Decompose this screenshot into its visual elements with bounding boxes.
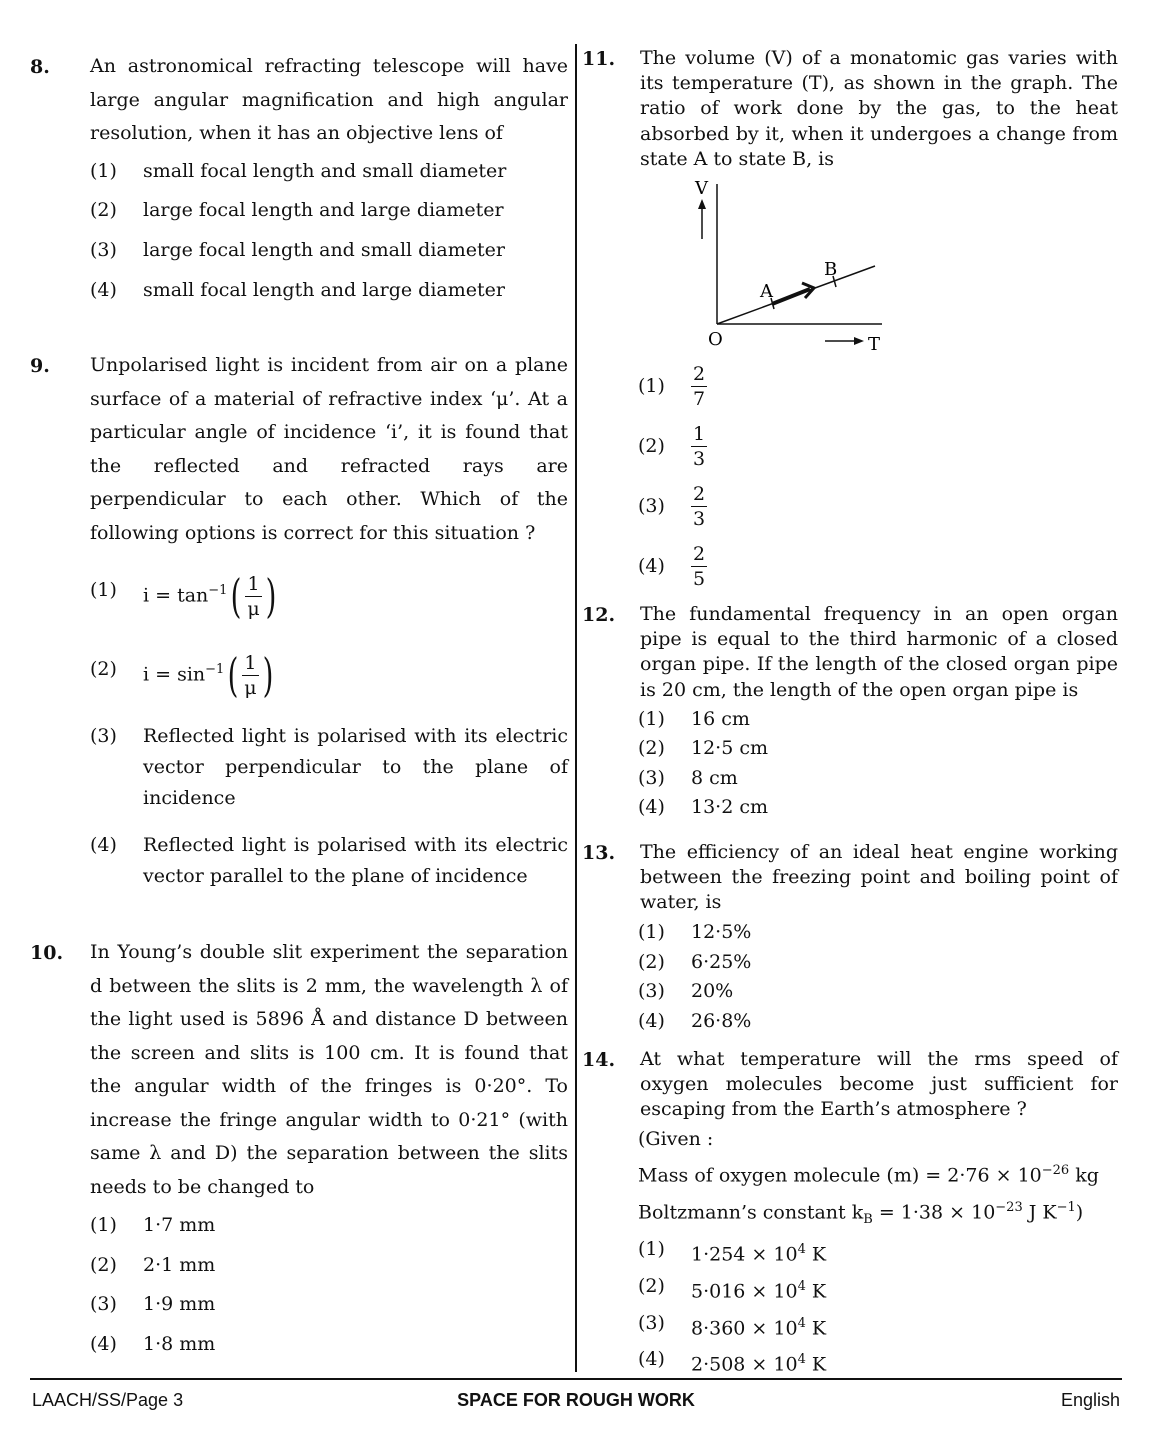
option-text: 1·8 mm <box>143 1333 216 1355</box>
question-text: In Young’s double slit experiment the separation d between the slits is 2 mm, the wavelength λ of the light used is 5896 Å and distance D between the screen and slits is 100 cm. It is found that the angular width of the fringes is 0·20°. To increase the fringe angular width to 0·21° (with same λ and D) the separation between the slits needs to be changed to <box>90 941 568 1198</box>
axis-label-t: T <box>868 334 881 355</box>
point-label-b: B <box>824 259 838 280</box>
option-number: (3) <box>638 495 665 517</box>
denominator: 3 <box>693 448 706 470</box>
column-divider <box>575 44 577 1372</box>
option-value: $8\cdot 360 \times 10^4$ K <box>691 1316 827 1340</box>
option-text: 1·9 mm <box>143 1293 216 1315</box>
option-fraction <box>691 482 1118 531</box>
option-text: 12·5 cm <box>691 737 769 759</box>
option-number: (1) <box>90 160 117 182</box>
option-number: (2) <box>638 951 665 973</box>
option-text: 6·25% <box>691 951 752 973</box>
volume-temperature-graph <box>682 174 902 359</box>
option-text: small focal length and large diameter <box>143 279 505 301</box>
option-number: (4) <box>638 1010 665 1032</box>
option-number: (4) <box>90 279 117 301</box>
question-number: 11. <box>582 48 616 70</box>
option-number: (2) <box>90 199 117 221</box>
option-2[interactable] <box>90 642 568 702</box>
option-4[interactable] <box>638 542 1118 594</box>
origin-label: O <box>708 329 723 350</box>
option-1[interactable] <box>638 362 1118 414</box>
option-number: (1) <box>90 579 117 601</box>
option-number: (4) <box>90 1333 117 1355</box>
denominator: 3 <box>693 508 706 530</box>
option-number: (1) <box>638 1238 665 1260</box>
option-formula: $i = \tan^{-1}$( $\frac{1}{\mu}$ ) <box>143 569 277 624</box>
option-fraction <box>691 542 1118 591</box>
option-3[interactable] <box>638 482 1118 534</box>
option-text: 26·8% <box>691 1010 752 1032</box>
fraction <box>245 572 261 621</box>
formula-exponent: −1 <box>208 583 228 598</box>
footer-page-code: LAACH/SS/Page 3 <box>32 1390 184 1410</box>
given-mass: Mass of oxygen molecule $(m) = 2\cdot 76 \times 10^{-26}$ kg <box>638 1163 1099 1187</box>
numerator: 2 <box>693 543 706 565</box>
option-fraction <box>691 362 1118 411</box>
fraction <box>691 542 707 591</box>
footer-language: English <box>1060 1390 1120 1410</box>
option-number: (2) <box>638 435 665 457</box>
point-label-a: A <box>760 281 773 302</box>
option-number: (3) <box>638 1312 665 1334</box>
question-number: 14. <box>582 1049 616 1071</box>
option-number: (4) <box>638 796 665 818</box>
footer-rough-work: SPACE FOR ROUGH WORK <box>457 1390 695 1410</box>
option-number: (1) <box>638 708 665 730</box>
given-boltzmann: Boltzmann’s constant $k_B = 1\cdot 38 \times 10^{-23}$ J $K^{-1}$) <box>638 1200 1084 1228</box>
option-value: $1\cdot 254 \times 10^4$ K <box>691 1242 827 1266</box>
numerator: 2 <box>693 483 706 505</box>
question-text: An astronomical refracting telescope will have large angular magnification and high angular resolution, when it has an objective lens of <box>90 55 568 144</box>
numerator: 1 <box>245 572 261 597</box>
option-formula: $i = \sin^{-1}$( $\frac{1}{\mu}$ ) <box>143 648 273 703</box>
question-text: The volume (V) of a monatomic gas varies with its temperature (T), as shown in the graph. The ratio of work done by the gas, to the heat absorbed by it, when it undergoes a change from state A to state B, is <box>640 47 1118 170</box>
option-number: (3) <box>90 1293 117 1315</box>
option-number: (4) <box>90 834 117 856</box>
question-text: The fundamental frequency in an open organ pipe is equal to the third harmonic of a closed organ pipe. If the length of the closed organ pipe is 20 cm, the length of the open organ pipe is <box>640 603 1118 701</box>
numerator: 2 <box>693 363 706 385</box>
option-text: 1·7 mm <box>143 1214 216 1236</box>
option-text: Reflected light is polarised with its electric vector parallel to the plane of incidence <box>143 834 568 887</box>
fraction <box>691 362 707 411</box>
given-label: (Given : <box>638 1128 714 1150</box>
question-text: At what temperature will the rms speed of oxygen molecules become just sufficient for escaping from the Earth’s atmosphere ? <box>640 1048 1118 1121</box>
axis-label-v: V <box>695 178 708 199</box>
option-text: 13·2 cm <box>691 796 769 818</box>
option-number: (1) <box>90 1214 117 1236</box>
fraction <box>691 482 707 531</box>
denominator: μ <box>244 676 257 699</box>
denominator: 5 <box>693 568 706 590</box>
option-number: (4) <box>638 555 665 577</box>
fraction <box>242 651 258 700</box>
formula-exponent: −1 <box>205 662 225 677</box>
denominator: μ <box>247 597 260 620</box>
option-1[interactable] <box>90 563 568 623</box>
option-number: (2) <box>638 737 665 759</box>
question-number: 13. <box>582 842 616 864</box>
question-number: 8. <box>30 56 50 78</box>
numerator: 1 <box>693 423 706 445</box>
option-text: 12·5% <box>691 921 752 943</box>
option-text: 20% <box>691 980 734 1002</box>
option-text: 8 cm <box>691 767 738 789</box>
question-text: Unpolarised light is incident from air on a plane surface of a material of refractive index ‘μ’. At a particular angle of incidence ‘i’, it is found that the reflected and refracted rays are perpendicular to each other. Which of the following options is correct for this situation ? <box>90 354 568 544</box>
option-number: (3) <box>90 725 117 747</box>
option-text: 2·1 mm <box>143 1254 216 1276</box>
option-number: (2) <box>90 1254 117 1276</box>
option-value: $2\cdot 508 \times 10^4$ K <box>691 1352 827 1376</box>
option-text: Reflected light is polarised with its electric vector perpendicular to the plane of incidence <box>143 725 568 809</box>
option-text: large focal length and large diameter <box>143 199 504 221</box>
formula-prefix: i = tan <box>143 584 209 607</box>
option-text: small focal length and small diameter <box>143 160 507 182</box>
denominator: 7 <box>693 388 706 410</box>
fraction <box>691 422 707 471</box>
formula-prefix: i = sin <box>143 663 206 686</box>
option-number: (2) <box>90 658 117 680</box>
option-text: large focal length and small diameter <box>143 239 505 261</box>
option-value: $5\cdot 016 \times 10^4$ K <box>691 1279 827 1303</box>
option-fraction <box>691 422 1118 471</box>
question-number: 12. <box>582 604 616 626</box>
option-number: (3) <box>638 767 665 789</box>
question-number: 10. <box>30 942 64 964</box>
question-text: The efficiency of an ideal heat engine working between the freezing point and boiling point of water, is <box>640 841 1118 914</box>
option-2[interactable] <box>638 422 1118 474</box>
option-number: (1) <box>638 921 665 943</box>
option-number: (2) <box>638 1275 665 1297</box>
question-number: 9. <box>30 355 50 377</box>
option-number: (3) <box>638 980 665 1002</box>
option-number: (1) <box>638 375 665 397</box>
option-text: 16 cm <box>691 708 750 730</box>
numerator: 1 <box>242 651 258 676</box>
option-number: (3) <box>90 239 117 261</box>
option-number: (4) <box>638 1348 665 1370</box>
